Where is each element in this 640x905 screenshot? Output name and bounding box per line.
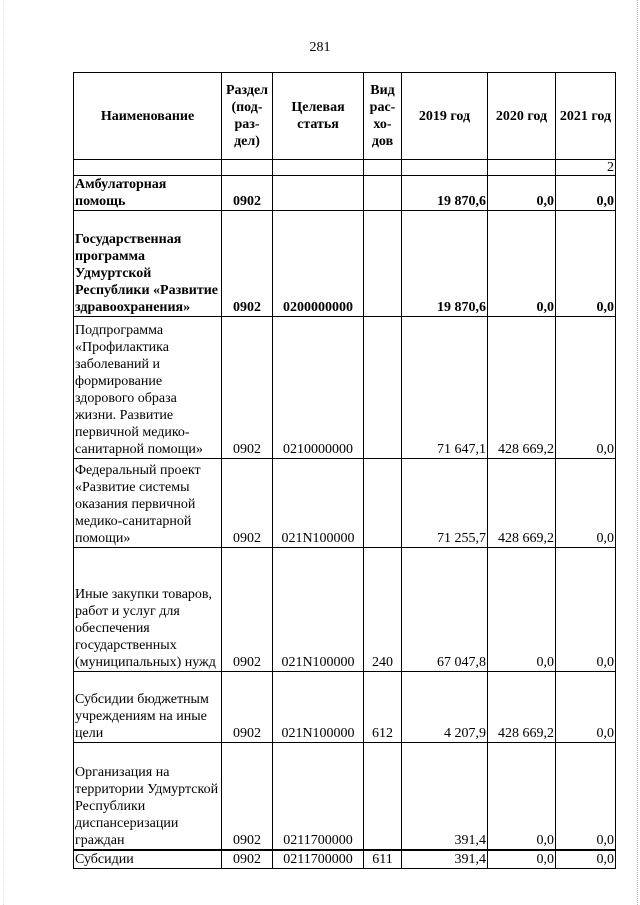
- row-2019: 391,4: [402, 743, 488, 850]
- table-row: [74, 211, 616, 317]
- row-name: Амбулаторная помощь: [74, 176, 222, 211]
- index-cell-last: 2: [556, 160, 616, 176]
- table-row: [74, 459, 616, 548]
- page-number: 281: [309, 40, 331, 55]
- row-name: Государственная программа Удмуртской Республики «Развитие здравоохранения»: [74, 211, 222, 317]
- row-2021: 0,0: [556, 672, 616, 743]
- row-type: [364, 459, 402, 548]
- row-2021: 0,0: [556, 317, 616, 459]
- row-2021: 0,0: [556, 548, 616, 672]
- row-section: 0902: [222, 743, 273, 850]
- index-cell: [488, 160, 556, 176]
- header-target: Целевая статья: [273, 73, 364, 160]
- row-2020: 0,0: [488, 176, 556, 211]
- index-cell: [273, 160, 364, 176]
- row-type: 611: [364, 850, 402, 869]
- row-type: 612: [364, 672, 402, 743]
- row-2020: 428 669,2: [488, 672, 556, 743]
- header-section: Раздел (под-раз-дел): [222, 73, 273, 160]
- table-row: [74, 548, 616, 672]
- index-cell: [402, 160, 488, 176]
- row-target: 021N100000: [273, 459, 364, 548]
- row-2020: 428 669,2: [488, 317, 556, 459]
- row-section: 0902: [222, 176, 273, 211]
- row-type: [364, 317, 402, 459]
- row-type: 240: [364, 548, 402, 672]
- row-target: [273, 176, 364, 211]
- row-2019: 67 047,8: [402, 548, 488, 672]
- row-2020: 428 669,2: [488, 459, 556, 548]
- row-2019: 19 870,6: [402, 211, 488, 317]
- page-edge-right: [637, 0, 638, 905]
- row-type: [364, 743, 402, 850]
- table-row: [74, 672, 616, 743]
- row-2019: 71 647,1: [402, 317, 488, 459]
- row-2020: 0,0: [488, 211, 556, 317]
- row-2020: 0,0: [488, 850, 556, 869]
- table-row: [74, 743, 616, 850]
- row-2021: 0,0: [556, 743, 616, 850]
- row-type: [364, 211, 402, 317]
- row-2021: 0,0: [556, 211, 616, 317]
- row-section: 0902: [222, 672, 273, 743]
- table-row: [74, 850, 616, 869]
- header-type: Вид рас-хо-дов: [364, 73, 402, 160]
- row-section: 0902: [222, 459, 273, 548]
- row-2021: 0,0: [556, 176, 616, 211]
- row-section: 0902: [222, 850, 273, 869]
- row-target: 0200000000: [273, 211, 364, 317]
- row-type: [364, 176, 402, 211]
- row-2020: 0,0: [488, 548, 556, 672]
- index-cell: [74, 160, 222, 176]
- table-row: [74, 176, 616, 211]
- row-2021: 0,0: [556, 459, 616, 548]
- row-name: Подпрограмма «Профилактика заболеваний и формирование здорового образа жизни. Развитие первичной медико-санитарной помощи»: [74, 317, 222, 459]
- row-name: Федеральный проект «Развитие системы оказания первичной медико-санитарной помощи»: [74, 459, 222, 548]
- index-cell: [222, 160, 273, 176]
- row-target: 0210000000: [273, 317, 364, 459]
- row-2019: 19 870,6: [402, 176, 488, 211]
- row-target: 021N100000: [273, 548, 364, 672]
- row-name: Иные закупки товаров, работ и услуг для обеспечения государственных (муниципальных) нужд: [74, 548, 222, 672]
- row-name: Организация на территории Удмуртской Республики диспансеризации граждан: [74, 743, 222, 850]
- row-section: 0902: [222, 317, 273, 459]
- header-2020: 2020 год: [488, 73, 556, 160]
- page-edge-left: [3, 0, 4, 905]
- header-2019: 2019 год: [402, 73, 488, 160]
- table-row: [74, 317, 616, 459]
- row-target: 0211700000: [273, 743, 364, 850]
- row-2019: 391,4: [402, 850, 488, 869]
- row-target: 021N100000: [273, 672, 364, 743]
- budget-table: [73, 72, 616, 869]
- row-2020: 0,0: [488, 743, 556, 850]
- row-target: 0211700000: [273, 850, 364, 869]
- row-2019: 71 255,7: [402, 459, 488, 548]
- row-section: 0902: [222, 548, 273, 672]
- row-2019: 4 207,9: [402, 672, 488, 743]
- index-cell: [364, 160, 402, 176]
- column-index-row: [74, 160, 616, 176]
- header-row: [74, 73, 616, 160]
- row-2021: 0,0: [556, 850, 616, 869]
- header-2021: 2021 год: [556, 73, 616, 160]
- row-name: Субсидии бюджетным учреждениям на иные цели: [74, 672, 222, 743]
- header-name: Наименование: [74, 73, 222, 160]
- row-section: 0902: [222, 211, 273, 317]
- row-name: Субсидии: [74, 850, 222, 869]
